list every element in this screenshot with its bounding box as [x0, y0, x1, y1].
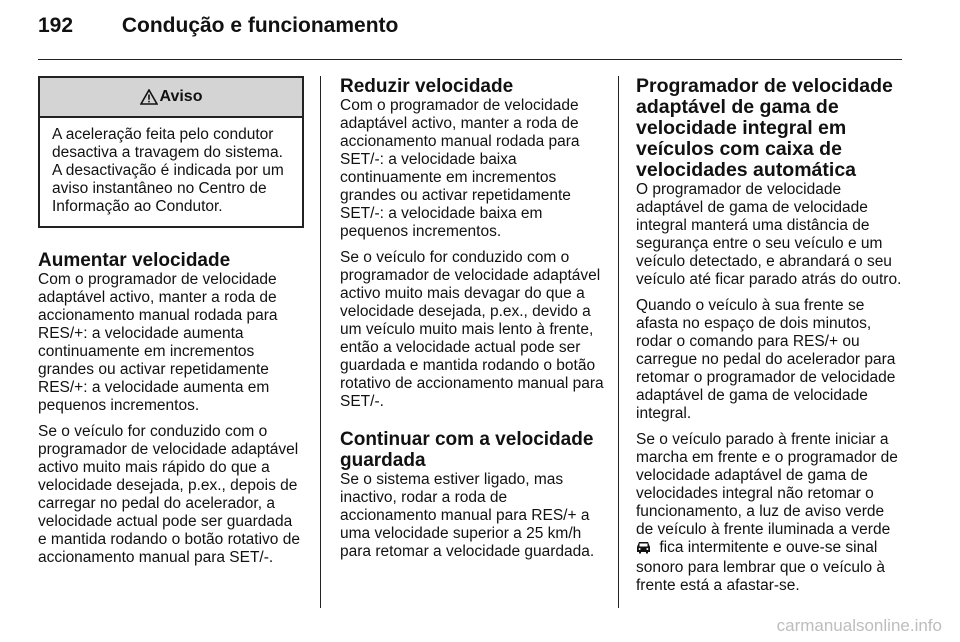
- warning-header: [40, 78, 302, 118]
- increase-speed-paragraph-2: Se o veículo for conduzido com o programador de velocidade adaptável activo muito mais rápido do que a velocidade desejada, p.ex., depois de carregar no pedal do acelerador, a velocidade actual pode ser guardada e mantida rodando o botão rotativo de accionamento manual para SET/-.: [38, 423, 300, 566]
- full-speed-range-paragraph-2: Quando o veículo à sua frente se afasta no espaço de dois minutos, rodar o comando para RES/+ ou carregue no pedal do acelerador para retomar o programador de velocidade adaptável de gama de velocidade integral.: [636, 297, 896, 422]
- warning-triangle-icon: [140, 89, 158, 105]
- reduce-speed-paragraph-1: Com o programador de velocidade adaptável activo, manter a roda de accionamento manual rodada para SET/-: a velocidade baixa continuamente em incrementos grandes ou activar repetidamente SET/-: a velocidade baixa em pequenos incrementos.: [340, 97, 580, 240]
- increase-speed-paragraph-1: Com o programador de velocidade adaptável activo, manter a roda de accionamento manual rodada para RES/+: a velocidade aumenta continuamente em incrementos grandes ou activar repetidamente RES/+: a velocidade aumenta em pequenos incrementos.: [38, 271, 278, 414]
- vehicle-ahead-icon: [636, 541, 651, 559]
- increase-speed-heading: Aumentar velocidade: [38, 250, 231, 271]
- column-2: [340, 76, 606, 569]
- column-1: [38, 76, 304, 575]
- full-speed-range-heading: Programador de velocidade adaptável de gama de velocidade integral em veículos com caixa de velocidades automática: [636, 75, 893, 181]
- column-divider-1: [320, 76, 321, 608]
- resume-speed-paragraph: Se o sistema estiver ligado, mas inactivo, rodar a roda de accionamento manual para RES/+ a uma velocidade superior a 25 km/h para retomar a velocidade guardada.: [340, 471, 595, 560]
- column-3: [636, 76, 902, 603]
- full-speed-range-paragraph-1: O programador de velocidade adaptável de gama de velocidade integral manterá uma distância de segurança entre o seu veículo e um veículo detectado, e abrandará o seu veículo até ficar parado atrás do outro.: [636, 181, 902, 288]
- column-divider-2: [618, 76, 619, 608]
- reduce-speed-heading: Reduzir velocidade: [340, 76, 514, 97]
- reduce-speed-paragraph-2: Se o veículo for conduzido com o programador de velocidade adaptável activo muito mais devagar do que a velocidade desejada, p.ex., devido a um veículo muito mais lento à frente, então a velocidade actual pode ser guardada e mantida rodando o botão rotativo de accionamento manual para SET/-.: [340, 249, 604, 410]
- warning-title: Aviso: [159, 88, 203, 105]
- warning-box: [38, 76, 304, 228]
- chapter-title: Condução e funcionamento: [121, 14, 399, 37]
- paragraph-3-text-before: Se o veículo parado à frente iniciar a marcha em frente e o programador de velocidade adaptável de gama de velocidades integral não retomar o funcionamento, a luz de aviso verde de veículo à frente iluminada a verde: [636, 431, 898, 538]
- full-speed-range-paragraph-3: [636, 431, 902, 595]
- warning-text: A aceleração feita pelo condutor desactiva a travagem do sistema. A desactivação é indicada por um aviso instantâneo no Centro de Informação ao Condutor.: [52, 126, 284, 215]
- page-number: 192: [38, 14, 74, 37]
- paragraph-3-text-after: fica intermitente e ouve-se sinal sonoro para lembrar que o veículo à frente está a afastar-se.: [636, 539, 886, 594]
- page-header: [38, 14, 398, 38]
- resume-speed-heading: Continuar com a velocidade guardada: [340, 429, 594, 471]
- watermark: carmanualsonline.info: [776, 616, 942, 635]
- header-divider: [38, 59, 902, 60]
